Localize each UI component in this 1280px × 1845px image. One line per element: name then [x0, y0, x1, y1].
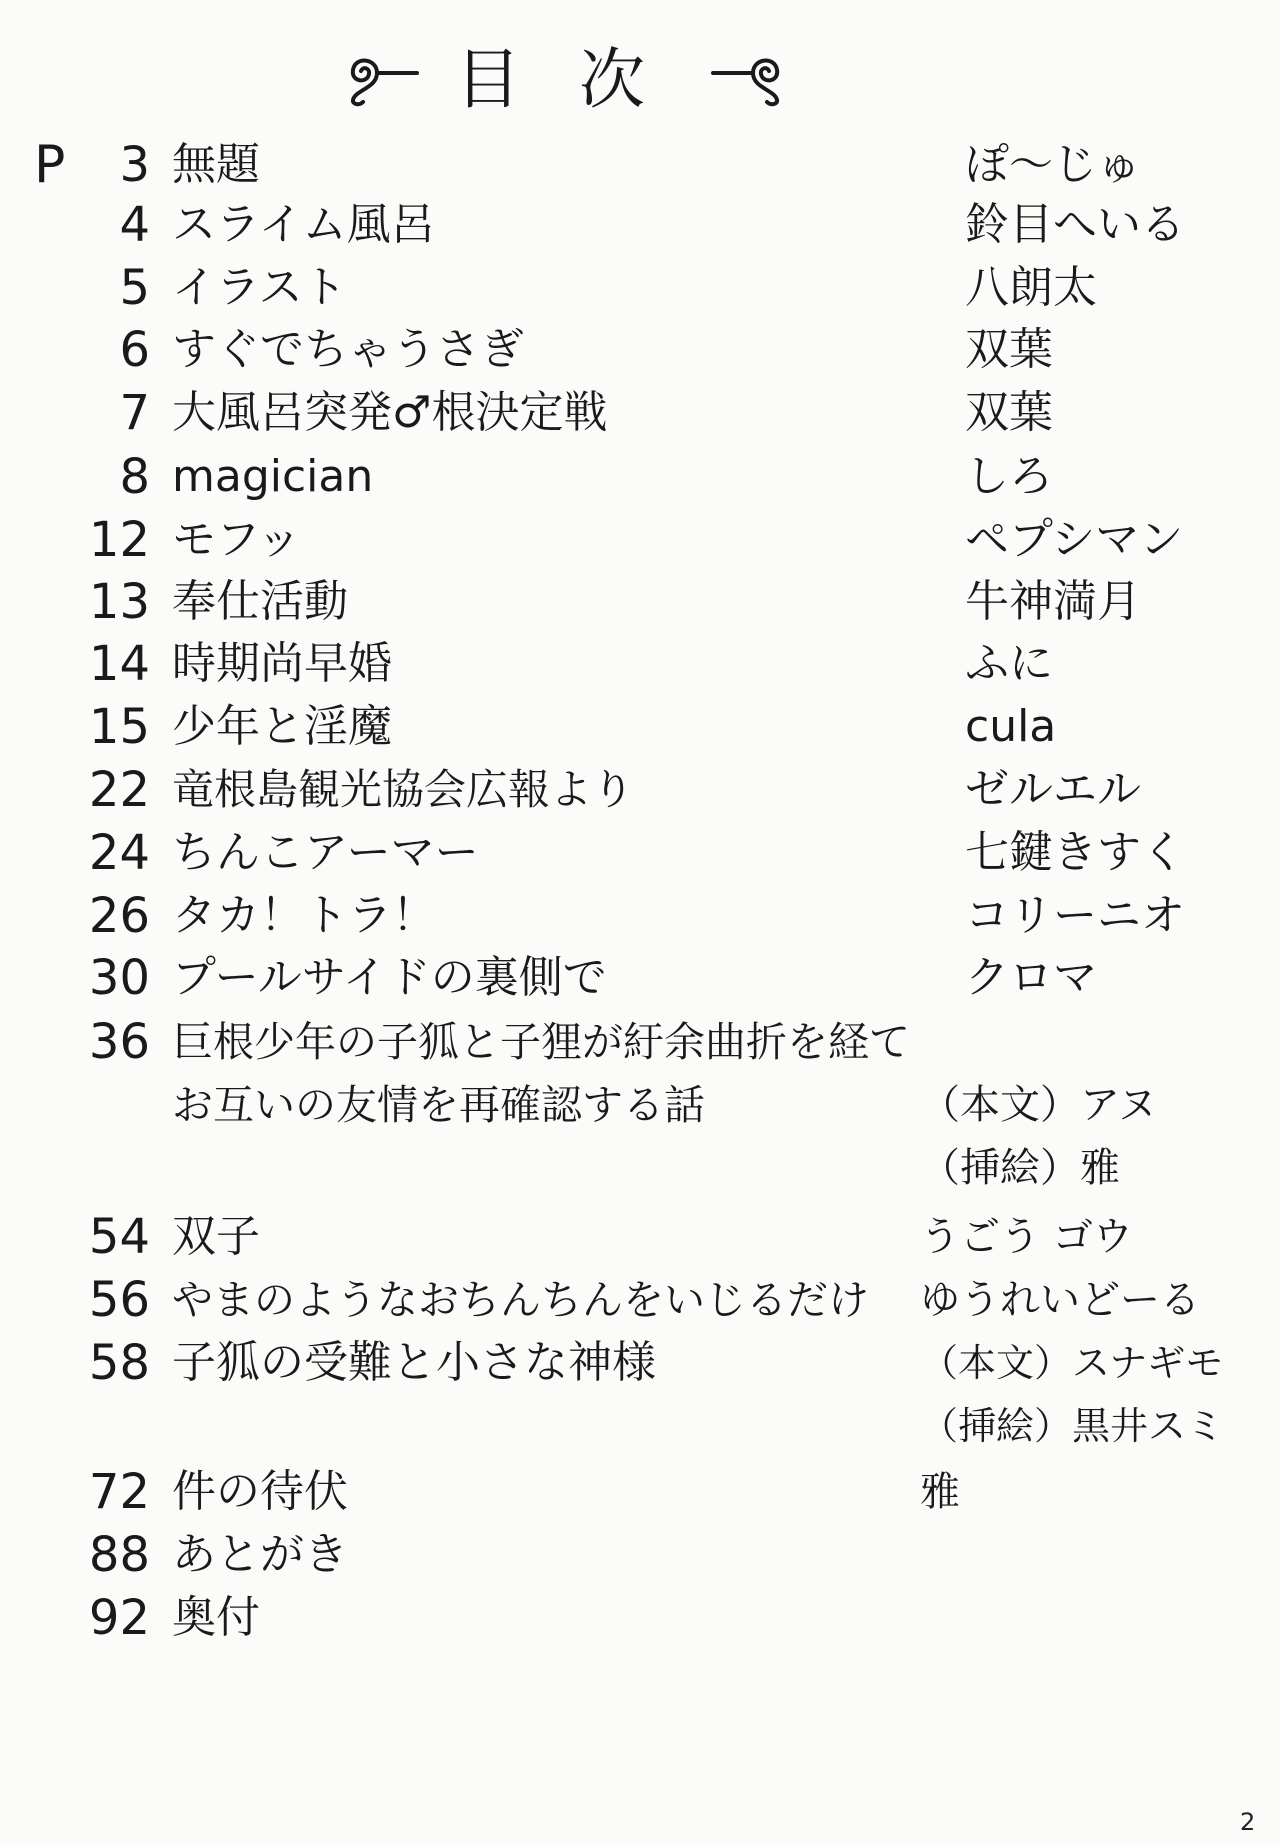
toc-title: 奉仕活動 — [172, 576, 348, 627]
toc-page-number: 24 — [88, 825, 150, 881]
page-prefix: P — [34, 135, 66, 195]
toc-author: しろ — [965, 451, 1053, 502]
toc-author: （挿絵）雅 — [920, 1145, 1120, 1191]
toc-title: お互いの友情を再確認する話 — [172, 1081, 705, 1129]
toc-author: 双葉 — [965, 324, 1053, 375]
toc-page-number: 13 — [88, 574, 150, 630]
toc-row — [0, 320, 1280, 380]
toc-page-number: 22 — [88, 762, 150, 818]
toc-title: 双子 — [172, 1211, 260, 1262]
toc-author: うごう ゴウ — [920, 1214, 1133, 1260]
toc-page-number: 5 — [119, 260, 150, 316]
toc-page-number: 26 — [88, 888, 150, 944]
toc-row — [0, 1012, 1280, 1072]
toc-row — [0, 1396, 1280, 1456]
toc-row — [0, 1207, 1280, 1267]
toc-title: 時期尚早婚 — [172, 638, 392, 689]
toc-author: 八朗太 — [965, 262, 1097, 313]
toc-title: 奥付 — [172, 1592, 260, 1643]
toc-row — [0, 383, 1280, 443]
toc-page-number: 3 — [119, 137, 150, 193]
toc-title: 子狐の受難と小さな神様 — [172, 1337, 656, 1388]
toc-author: ふに — [965, 638, 1053, 689]
toc-title: やまのようなおちんちんをいじるだけ — [172, 1276, 869, 1324]
toc-title: 巨根少年の子狐と子狸が紆余曲折を経て — [172, 1018, 910, 1066]
toc-author: （本文）アヌ — [920, 1082, 1158, 1128]
toc-row — [0, 1588, 1280, 1648]
toc-title: タカ！トラ！ — [172, 890, 436, 941]
toc-row — [0, 634, 1280, 694]
toc-row — [0, 760, 1280, 820]
toc-row — [0, 135, 1280, 195]
toc-row — [0, 886, 1280, 946]
toc-row — [0, 1270, 1280, 1330]
toc-title: 大風呂突発♂根決定戦 — [172, 387, 608, 438]
toc-row — [0, 1075, 1280, 1135]
toc-title: イラスト — [172, 262, 347, 313]
toc-author: 雅 — [920, 1469, 960, 1515]
toc-page-number: 12 — [88, 512, 150, 568]
toc-title: プールサイドの裏側で — [172, 952, 607, 1003]
toc-page-number: 15 — [88, 699, 150, 755]
toc-page-number: 8 — [119, 449, 150, 505]
toc-author: cula — [965, 701, 1057, 752]
toc-row — [0, 948, 1280, 1008]
toc-author: クロマ — [965, 952, 1097, 1003]
toc-title: 少年と淫魔 — [172, 701, 392, 752]
toc-author: ペプシマン — [965, 514, 1184, 565]
toc-page-number: 14 — [88, 636, 150, 692]
swirl-left-icon — [337, 38, 421, 108]
toc-row — [0, 510, 1280, 570]
toc-row — [0, 697, 1280, 757]
page-title: 目次 — [455, 40, 703, 118]
toc-page-number: 56 — [88, 1272, 150, 1328]
toc-row — [0, 447, 1280, 507]
toc-title: あとがき — [172, 1529, 348, 1580]
toc-author: ゆうれいどーる — [920, 1277, 1200, 1323]
toc-author: コリーニオ — [965, 890, 1185, 941]
toc-page-number: 72 — [88, 1464, 150, 1520]
toc-title: モフッ — [172, 514, 301, 565]
toc-author: 双葉 — [965, 387, 1053, 438]
toc-title: 件の待伏 — [172, 1466, 348, 1517]
toc-author: 七鍵きすく — [965, 827, 1185, 878]
toc-title: magician — [172, 451, 374, 502]
toc-author: ゼルエル — [965, 764, 1141, 815]
toc-page-number: 4 — [119, 197, 150, 253]
toc-page-number: 92 — [88, 1590, 150, 1646]
toc-page-number: 36 — [88, 1014, 150, 1070]
swirl-right-icon — [709, 38, 793, 108]
toc-row — [0, 823, 1280, 883]
toc-page-number: 58 — [88, 1335, 150, 1391]
toc-title: 無題 — [172, 139, 260, 190]
toc-title: すぐでちゃうさぎ — [172, 324, 524, 375]
toc-title: スライム風呂 — [172, 199, 435, 250]
toc-author: ぽ〜じゅ — [965, 139, 1141, 190]
toc-row — [0, 1462, 1280, 1522]
toc-page-number: 7 — [119, 385, 150, 441]
toc-row — [0, 258, 1280, 318]
page-number: 2 — [1240, 1808, 1256, 1836]
toc-title: 竜根島観光協会広報より — [172, 765, 635, 814]
toc-page-number: 30 — [88, 950, 150, 1006]
toc-row — [0, 1138, 1280, 1198]
toc-row — [0, 572, 1280, 632]
toc-header — [330, 28, 800, 118]
toc-page-number: 54 — [88, 1209, 150, 1265]
toc-row — [0, 1525, 1280, 1585]
toc-row — [0, 195, 1280, 255]
toc-author: 牛神満月 — [965, 576, 1141, 627]
toc-row — [0, 1333, 1280, 1393]
toc-author: （挿絵）黒井スミ — [920, 1404, 1225, 1448]
toc-page-number: 88 — [88, 1527, 150, 1583]
toc-author: 鈴目へいる — [965, 199, 1185, 250]
toc-author: （本文）スナギモ — [920, 1341, 1224, 1385]
toc-title: ちんこアーマー — [172, 827, 479, 878]
toc-page-number: 6 — [119, 322, 150, 378]
